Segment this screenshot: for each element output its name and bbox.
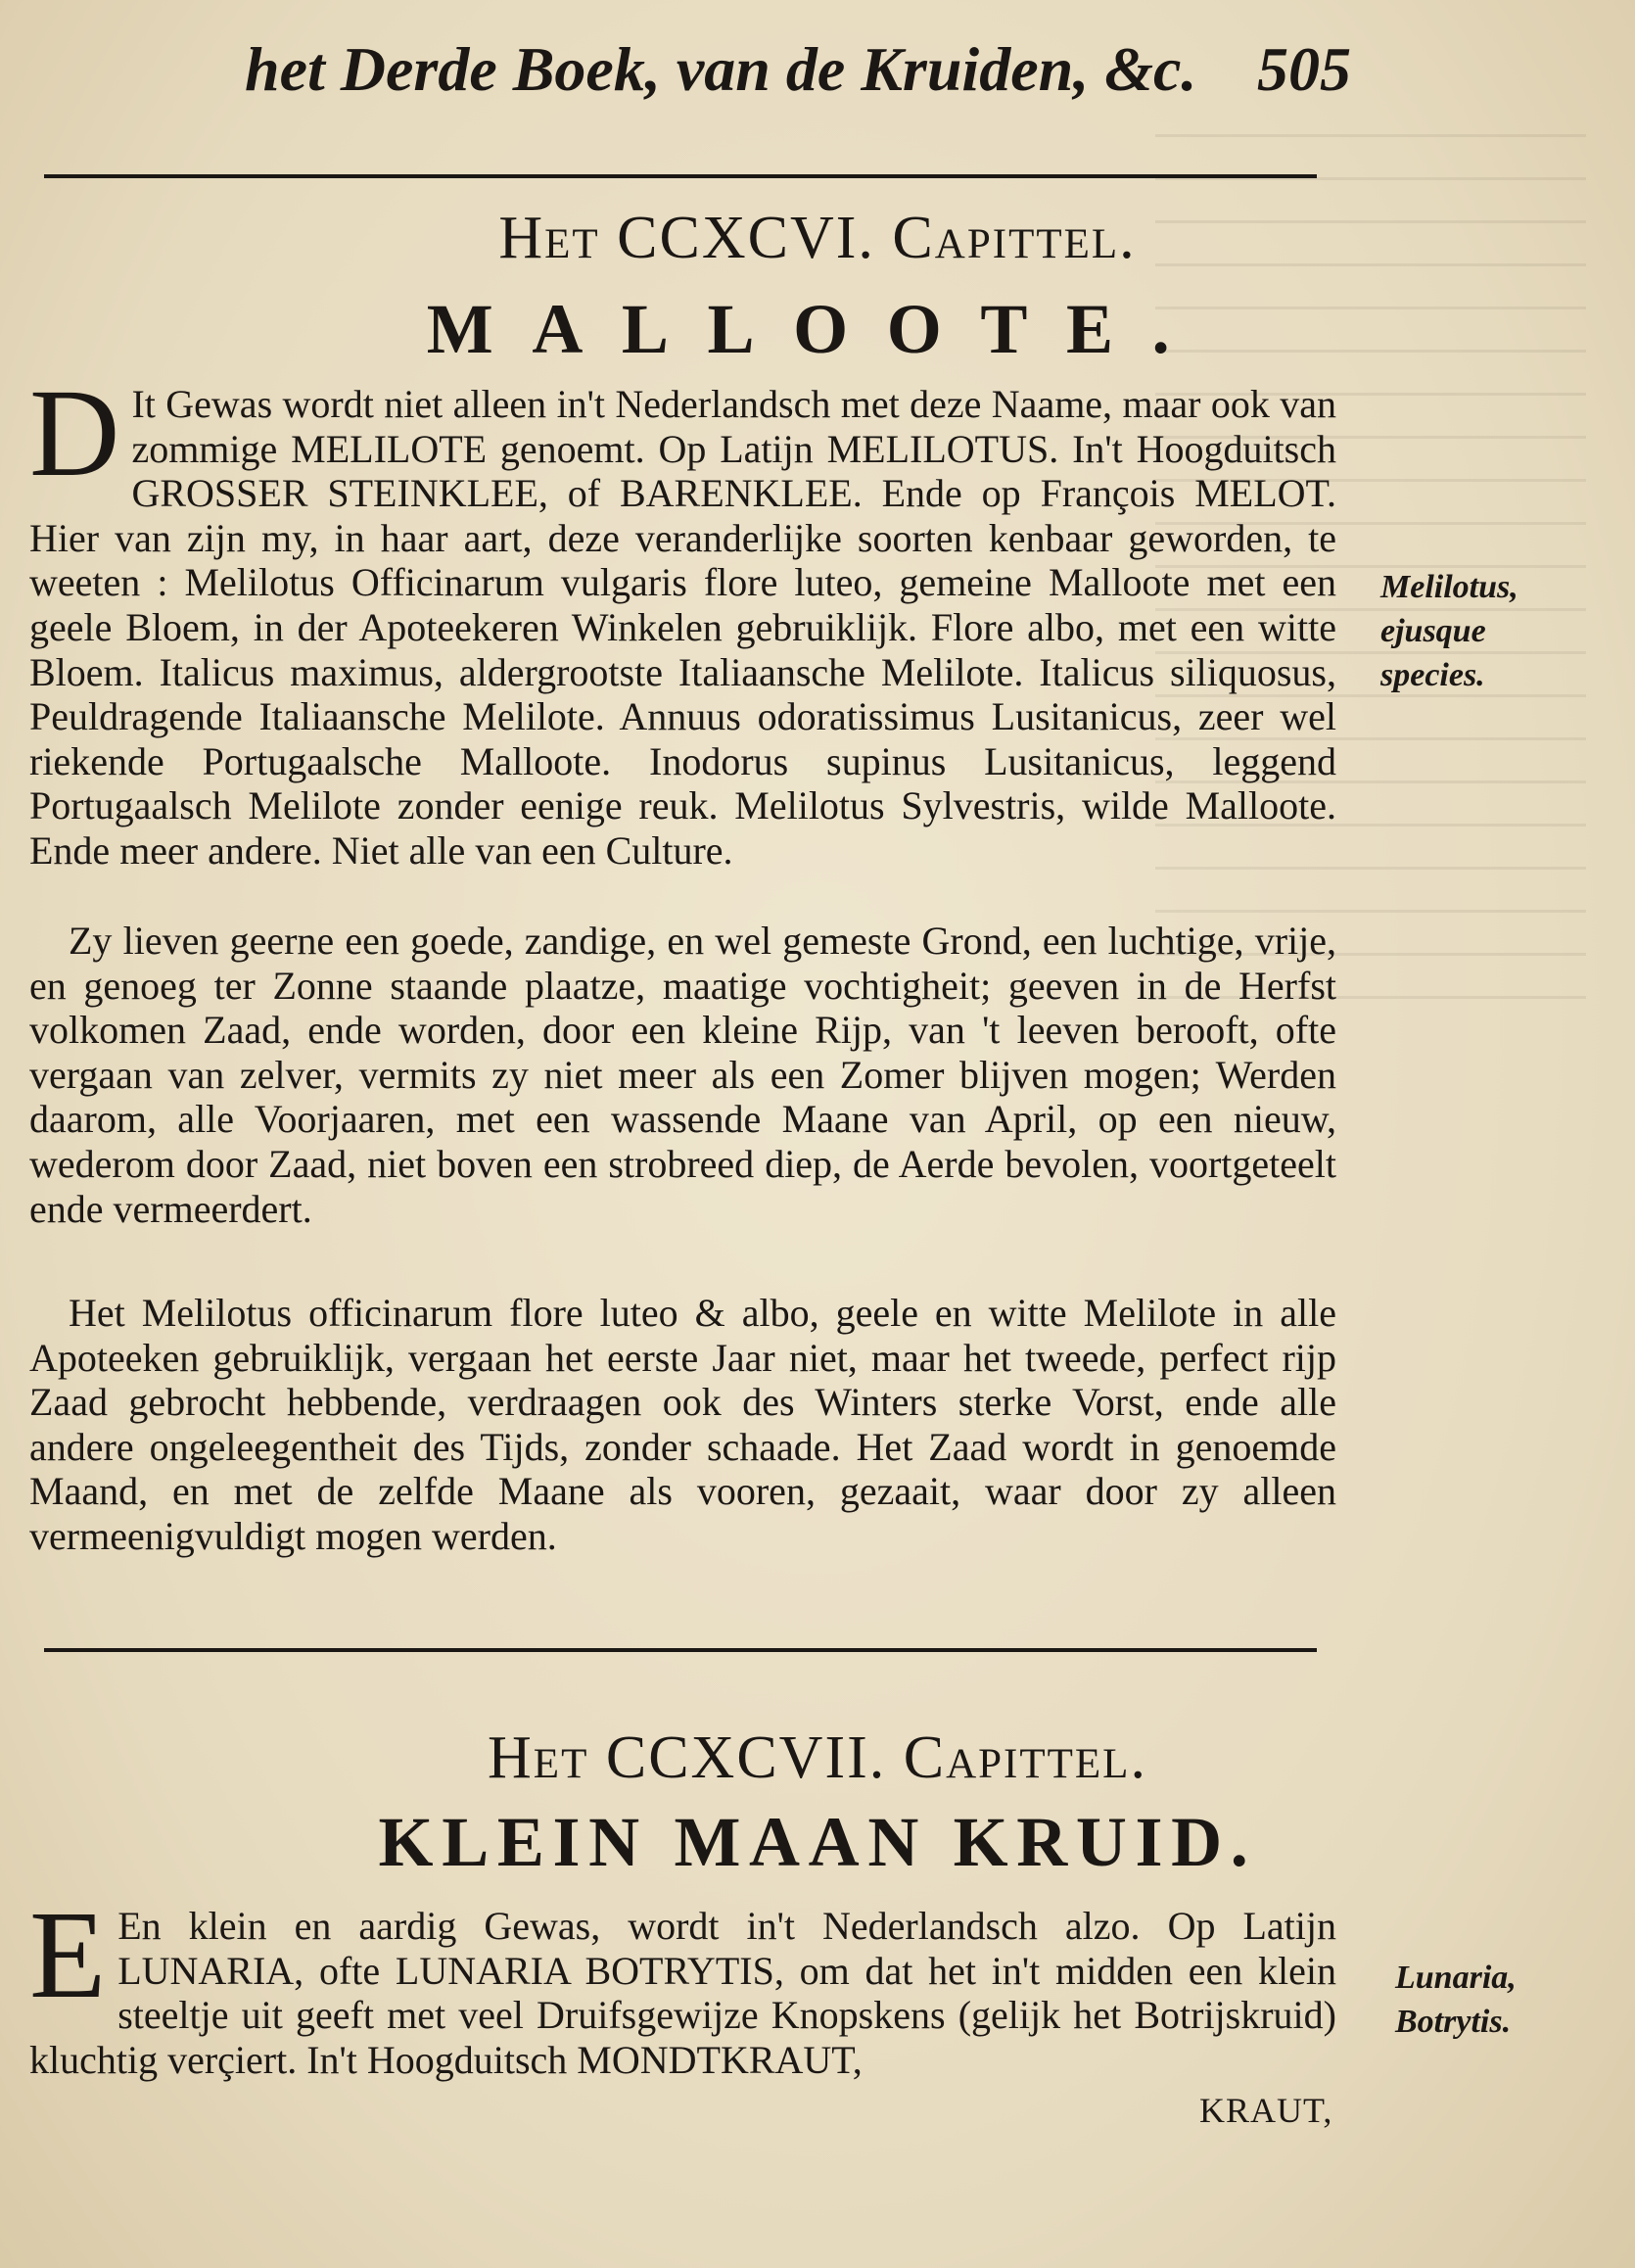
chapter-title-1: MALLOOTE. — [426, 290, 1209, 368]
chapter-title-2: KLEIN MAAN KRUID. — [378, 1803, 1257, 1881]
chapter2-p1-text: En klein en aardig Gewas, wordt in't Nederlandsch alzo. Op Latijn LUNARIA, ofte LUNARIA BOTRYTIS, om dat het in't midden een klein steeltje uit geeft met veel Druifsgewijze Knopskens (gelijk het Botrijskruid) kluchtig verçiert. In't Hoogduitsch MONDTKRAUT, — [29, 1904, 1336, 2082]
catchword: KRAUT, — [1199, 2091, 1333, 2130]
chapter1-paragraph-2 — [29, 919, 1336, 1231]
page-number: 505 — [1257, 34, 1351, 104]
header-rule — [44, 174, 1317, 178]
chapter-heading-2: Het CCXCVII. Capittel. — [488, 1725, 1147, 1791]
running-header — [245, 33, 1351, 112]
margin-note-melilotus: Melilotus, ejusque species. — [1380, 569, 1518, 693]
chapter1-p2-text: Zy lieven geerne een goede, zandige, en wel gemeste Grond, een luchtige, vrije, en genoeg ter Zonne staande plaatze, maatige vochtigheit; geeven in de Herfst volkomen Zaad, ende worden, door een kleine Rijp, van 't leeven berooft, ofte vergaan van zelver, vermits zy niet meer als een Zomer blijven mogen; Werden daarom, alle Voorjaaren, met een wassende Maane van April, op een nieuw, wederom door Zaad, niet boven een strobreed diep, de Aerde bevolen, voortgeteelt ende vermeerdert. — [29, 919, 1336, 1231]
chapter1-paragraph-3 — [29, 1291, 1336, 1559]
chapter1-p1-text: It Gewas wordt niet alleen in't Nederlandsch met deze Naame, maar ook van zommige MELILOTE genoemt. Op Latijn MELILOTUS. In't Hoogduitsch GROSSER STEINKLEE, of BARENKLEE. Ende op François MELOT. Hier van zijn my, in haar aart, deze veranderlijke soorten kenbaar geworden, te weeten : Melilotus Officinarum vulgaris flore luteo, gemeine Malloote met een geele Bloem, in der Apoteekeren Winkelen gebruiklijk. Flore albo, met een witte Bloem. Italicus maximus, aldergrootste Italiaansche Melilote. Italicus siliquosus, Peuldragende Italiaansche Melilote. Annuus odoratissimus Lusitanicus, zeer wel riekende Portugaalsche Malloote. Inodorus supinus Lusitanicus, leggend Portugaalsch Melilote zonder eenige reuk. Melilotus Sylvestris, wilde Malloote. Ende meer andere. Niet alle van een Culture. — [29, 382, 1336, 873]
drop-cap-d: D — [29, 363, 120, 502]
chapter-divider-rule — [44, 1648, 1317, 1652]
drop-cap-e: E — [29, 1885, 107, 2024]
chapter1-paragraph-1 — [29, 363, 1336, 874]
margin-note-lunaria: Lunaria, Botrytis. — [1395, 1960, 1517, 2040]
running-title: het Derde Boek, van de Kruiden, &c. — [245, 34, 1197, 104]
chapter-heading-1: Het CCXCVI. Capittel. — [498, 205, 1137, 271]
chapter2-paragraph-1 — [29, 1885, 1336, 2082]
chapter1-p3-text: Het Melilotus officinarum flore luteo & albo, geele en witte Melilote in alle Apoteeken gebruiklijk, vergaan het eerste Jaar niet, maar het tweede, perfect rijp Zaad gebrocht hebbende, verdraagen ook des Winters sterke Vorst, ende alle andere ongeleegentheit des Tijds, zonder schaade. Het Zaad wordt in genoemde Maand, en met de zelfde Maane als vooren, gezaait, waar door zy alleen vermeenigvuldigt mogen werden. — [29, 1291, 1336, 1558]
